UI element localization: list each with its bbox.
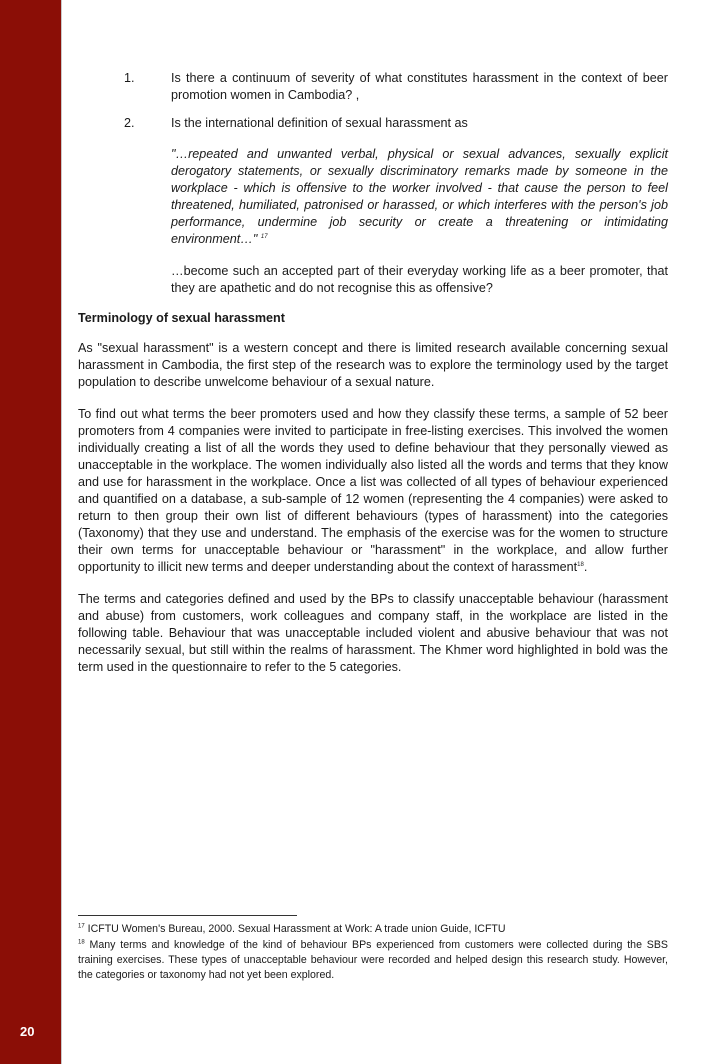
main-content bbox=[78, 70, 668, 691]
paragraph-categories: The terms and categories defined and used by the BPs to classify unacceptable behaviour (harassment and abuse) from customers, work colleagues and company staff, in the workplace are listed in the following table. Behaviour that was unacceptable included violent and abusive behaviour that was not necessarily sexual, but still within the realms of harassment. The Khmer word highlighted in bold was the term used in the questionnaire to refer to the 5 categories. bbox=[78, 592, 668, 674]
list-item bbox=[78, 70, 668, 104]
list-number: 1. bbox=[124, 71, 135, 85]
list-number: 2. bbox=[124, 116, 135, 130]
page-number: 20 bbox=[20, 1024, 35, 1039]
footnote bbox=[78, 922, 668, 937]
list-text: Is there a continuum of severity of what constitutes harassment in the context of beer promotion women in Cambodia? , bbox=[171, 71, 668, 102]
paragraph-method bbox=[78, 406, 668, 576]
quote-text: "…repeated and unwanted verbal, physical or sexual advances, sexually explicit derogatory statements, or sexually discriminatory remarks made by someone in the workplace - which is offensive to the worker involved - that cause the person to feel threatened, humiliated, patronised or harassed, or which interferes with the person's job performance, undermine job security or create a threatening or intimidating environment…" bbox=[171, 147, 668, 246]
question-continuation: …become such an accepted part of their everyday working life as a beer promoter, that they are apathetic and do not recognise this as offensive? bbox=[171, 264, 668, 295]
footnote bbox=[78, 938, 668, 983]
footnote-ref: 17 bbox=[260, 233, 268, 240]
footnotes bbox=[78, 922, 668, 984]
sidebar-edge bbox=[61, 0, 62, 1064]
sidebar-band bbox=[0, 0, 61, 1064]
list-item bbox=[78, 115, 668, 132]
footnote-text: ICFTU Women's Bureau, 2000. Sexual Harassment at Work: A trade union Guide, ICFTU bbox=[87, 923, 506, 935]
footnote-ref: 18 bbox=[577, 561, 584, 568]
footnote-number: 17 bbox=[78, 923, 85, 930]
definition-quote bbox=[78, 146, 668, 248]
footnote-number: 18 bbox=[78, 939, 85, 946]
paragraph-text: To find out what terms the beer promoters used and how they classify these terms, a sample of 52 beer promoters from 4 companies were invited to participate in free-listing exercises. This involved the women individually creating a list of all the words they used to define behaviour that they personally viewed as unacceptable in the workplace. The women individually also listed all the words and terms that they know and use for harassment in the workplace. Once a list was collected of all types of behaviour experienced and quantified on a database, a sub-sample of 12 women (representing the 4 companies) were asked to return to then group their own list of different behaviours (types of harassment) into the categories (Taxonomy) that they use and understand. The emphasis of the exercise was for the women to structure their own terms for unacceptable behaviour or "harassment" in the workplace, and allow further opportunity to illicit new terms and deeper understanding about the context of harassment bbox=[78, 407, 668, 574]
list-text: Is the international definition of sexual harassment as bbox=[171, 116, 468, 130]
paragraph-end: . bbox=[583, 560, 588, 574]
footnote-divider bbox=[78, 915, 297, 916]
footnote-text: Many terms and knowledge of the kind of behaviour BPs experienced from customers were collected during the SBS training exercises. These types of unacceptable behaviour were recorded and helped design this research study. However, the categories or taxonomy had not yet been explored. bbox=[78, 939, 668, 981]
paragraph-intro: As "sexual harassment" is a western concept and there is limited research available concerning sexual harassment in Cambodia, the first step of the research was to explore the terminology used by the target population to describe unwelcome behaviour of a sexual nature. bbox=[78, 341, 668, 389]
section-heading: Terminology of sexual harassment bbox=[78, 311, 285, 325]
